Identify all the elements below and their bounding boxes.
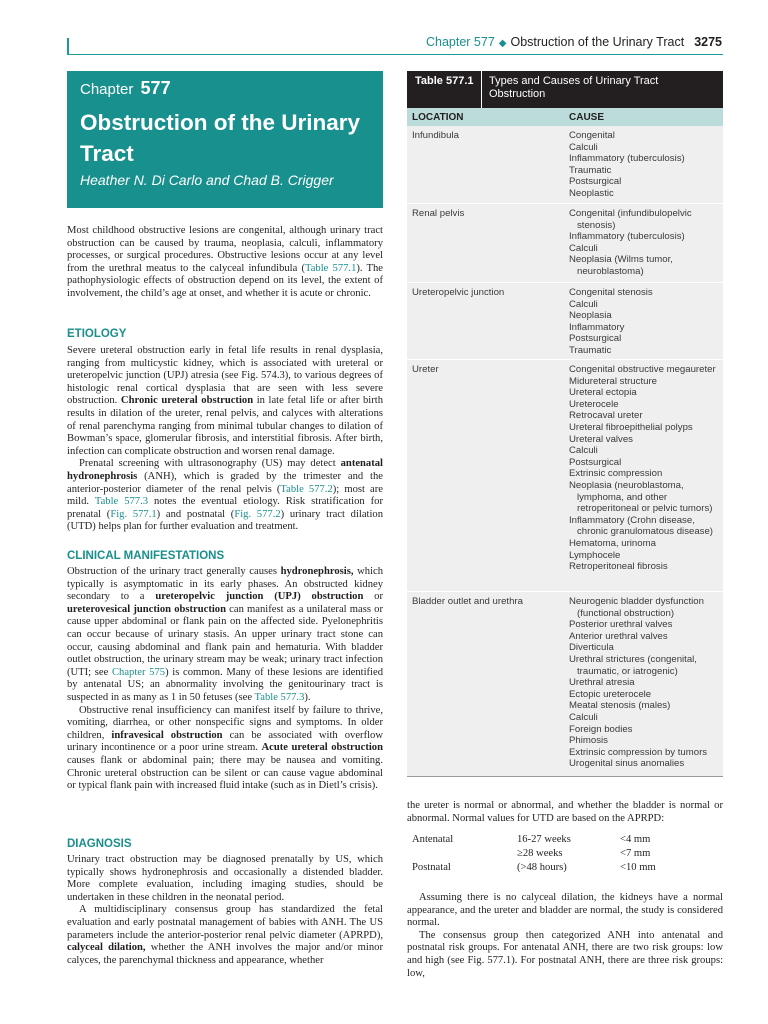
cause-item: Anterior urethral valves — [569, 630, 668, 642]
right-text-p1 — [407, 800, 723, 825]
clinical-p1-text4: can manifest as a unilateral mass or cause upper abdominal or flank pain on the affected side. Pyelonephritis can occur because of urinary stasis. An upper urinary tract stone can occur, causing abdominal and flank pain and hematuria. With bladder outlet obstruction, the urinary stream may be weak; urinary tract infection (UTI; see — [67, 603, 383, 678]
cause-item: Postsurgical — [569, 333, 622, 345]
header-diamond-icon: ◆ — [498, 38, 507, 49]
cause-item: Ureteral valves — [569, 433, 633, 445]
utd-week-1: 16-27 weeks — [517, 834, 571, 845]
diagnosis-p2-text: A multidisciplinary consensus group has standardized the fetal evaluation and early postnatal management of babies with ANH. The US parameters include the anterior-posterior renal pelvic diameter (APRPD), — [67, 904, 383, 941]
utd-value-3: <10 mm — [620, 862, 656, 873]
chapter-word: Chapter — [80, 81, 134, 98]
link-fig-577-2[interactable]: Fig. 577.2 — [234, 508, 281, 520]
intro-text-a: Most childhood obstructive lesions are congenital, although urinary tract obstruction can be caused by trauma, neoplasia, calculi, inflammatory processes, or surgical procedures. Obstructive lesions occur at any level from the urethral meatus to the calyceal infundibula ( — [67, 225, 383, 274]
clinical-p2-text: Obstructive renal insufficiency can manifest itself by failure to thrive, vomiting, diarrhea, or other nonspecific signs and symptoms. In older children, — [67, 704, 383, 741]
right-text-p3-a: The consensus group then categorized ANH into antenatal and postnatal risk groups. For antenatal ANH, there are two risk groups: low and high (see — [407, 929, 723, 966]
cause-item: Ureteral ectopia — [569, 387, 637, 399]
utd-intro: the ureter is normal or abnormal, and whether the bladder is normal or abnormal. Normal values for UTD are based on the APRPD: — [407, 800, 723, 824]
table-cell-location: Ureter — [412, 364, 439, 375]
right-text-p3-b: ). For postnatal ANH, there are three risk groups: low, — [407, 954, 724, 979]
cause-item: Hematoma, urinoma — [569, 537, 656, 549]
table-row-separator — [407, 359, 723, 360]
link-fig-577-1[interactable]: Fig. 577.1 — [110, 508, 157, 520]
cause-item: Neoplasia (neuroblastoma, lymphoma, and other retroperitoneal or pelvic tumors) — [569, 479, 713, 515]
link-table-577-1[interactable]: Table 577.1 — [305, 262, 357, 274]
cause-item: Congenital stenosis — [569, 287, 653, 298]
cause-item: Postsurgical — [569, 456, 622, 468]
cause-item: Urogenital sinus anomalies — [569, 758, 685, 770]
diagnosis-bold-calyceal: calyceal dilation, — [67, 942, 146, 954]
table-cell-location: Infundibula — [412, 130, 459, 141]
etiology-p2-text2: (ANH), which is graded by the trimester and the anterior-posterior diameter of the renal pelvis ( — [67, 470, 383, 495]
utd-postnatal-label: Postnatal — [412, 862, 451, 873]
cause-item: Traumatic — [569, 164, 612, 176]
clinical-heading: CLINICAL MANIFESTATIONS — [67, 550, 225, 562]
cause-item: Urethral atresia — [569, 677, 635, 689]
diagnosis-p2-text2: whether the ANH involves the major and/or minor calyces, the parenchymal thickness and appearance, whether — [67, 942, 383, 966]
clinical-p2-text3: causes flank or abdominal pain; there may be nausea and vomiting. Chronic ureteral obstruction can be silent or can cause vague abdominal or typical flank pain with increased fluid intake (such as in Dietl’s crisis). — [67, 754, 383, 792]
table-cell-location: Ureteropelvic junction — [412, 287, 505, 298]
table-row-separator — [407, 203, 723, 204]
etiology-p1-bold: Chronic ureteral obstruction — [120, 395, 254, 407]
utd-week-3: (>48 hours) — [517, 862, 567, 873]
table-cell-causes — [569, 287, 723, 357]
clinical-bold-acute: Acute ureteral obstruction — [261, 742, 383, 754]
cause-item: Diverticula — [569, 642, 614, 654]
cause-item: Neurogenic bladder dysfunction (functional obstruction) — [569, 596, 704, 619]
table-col-cause: CAUSE — [569, 112, 605, 123]
clinical-p1-text6: ). — [304, 691, 311, 703]
header-title: Obstruction of the Urinary Tract — [510, 35, 685, 49]
table-cell-causes — [569, 364, 723, 573]
cause-item: Ureterocele — [569, 398, 619, 410]
link-table-577-3b[interactable]: Table 577.3 — [254, 691, 305, 703]
cause-item: Congenital — [569, 130, 615, 141]
cause-item: Neoplasia — [569, 310, 612, 322]
cause-item: Neoplasia (Wilms tumor, neuroblastoma) — [569, 254, 673, 277]
clinical-bold-hydronephrosis: hydronephrosis, — [280, 566, 354, 577]
etiology-p2-text6: ) urinary tract dilation (UTD) helps plan for further evaluation and treatment. — [67, 508, 384, 533]
cause-item: Ectopic ureterocele — [569, 688, 652, 700]
cause-item: Lymphocele — [569, 549, 621, 561]
cause-item: Urethral strictures (congenital, traumatic, or iatrogenic) — [569, 653, 697, 677]
table-title-divider — [481, 71, 482, 108]
header-chapter: Chapter 577 — [425, 35, 495, 49]
chapter-authors: Heather N. Di Carlo and Chad B. Crigger — [80, 172, 334, 188]
table-bottom-rule — [407, 776, 723, 777]
clinical-bold-upj: ureteropelvic junction (UPJ) obstruction — [155, 591, 364, 603]
utd-week-2: ≥28 weeks — [517, 848, 563, 859]
table-cell-location: Renal pelvis — [412, 208, 465, 219]
chapter-title-box — [67, 71, 383, 208]
utd-antenatal-label: Antenatal — [412, 834, 454, 845]
cause-item: Retroperitoneal fibrosis — [569, 561, 668, 573]
cause-item: Calculi — [569, 242, 598, 254]
cause-item: Foreign bodies — [569, 723, 633, 735]
clinical-section — [67, 566, 383, 793]
utd-values-table — [407, 834, 723, 874]
cause-item: Posterior urethral valves — [569, 619, 673, 631]
right-text-body — [407, 892, 723, 980]
cause-item: Congenital (infundibulopelvic stenosis) — [569, 208, 692, 231]
link-fig-577-1b[interactable]: Fig. 577.1 — [467, 954, 512, 966]
cause-item: Congenital obstructive megaureter — [569, 364, 716, 375]
chapter-number: 577 — [140, 78, 171, 98]
chapter-title: Obstruction of the Urinary Tract — [80, 110, 361, 166]
cause-item: Inflammatory — [569, 321, 625, 333]
etiology-heading: ETIOLOGY — [67, 328, 127, 340]
intro-text-b: ). The pathophysiologic effects of obstruction depend on its level, the extent of involvement, the child’s age at onset, and whether it is acute or chronic. — [67, 262, 383, 299]
etiology-section — [67, 345, 383, 534]
table-number: Table 577.1 — [415, 75, 474, 87]
cause-item: Calculi — [569, 298, 598, 310]
table-cell-location: Bladder outlet and urethra — [412, 596, 523, 607]
table-header-row — [407, 108, 723, 126]
link-table-577-3[interactable]: Table 577.3 — [94, 496, 149, 508]
etiology-p2-text4: notes the eventual etiology. Risk stratification for prenatal ( — [67, 496, 383, 520]
link-chapter-575[interactable]: Chapter 575 — [111, 666, 166, 678]
utd-value-2: <7 mm — [620, 848, 651, 859]
intro-paragraph — [67, 225, 383, 301]
table-cell-causes — [569, 208, 723, 278]
table-row-separator — [407, 591, 723, 592]
diagnosis-section — [67, 854, 383, 967]
clinical-p1-text5: ) is common. Many of these lesions are identified by antenatal US; an abnormality involving the genitourinary tract is suspected in as many as 1 in 50 fetuses (see — [67, 666, 383, 703]
cause-item: Calculi — [569, 445, 598, 457]
table-title: Types and Causes of Urinary Tract Obstruction — [489, 75, 659, 100]
page-number: 3275 — [694, 35, 722, 49]
header-rule — [67, 54, 723, 55]
cause-item: Retrocaval ureter — [569, 410, 643, 422]
table-cell-causes — [569, 596, 723, 770]
etiology-p2-text3: ); most are mild. — [67, 483, 383, 508]
clinical-p1-text3: or — [363, 591, 383, 603]
table-col-location: LOCATION — [412, 112, 464, 123]
etiology-p2-bold: antenatal hydronephrosis — [67, 458, 383, 482]
cause-item: Calculi — [569, 711, 598, 723]
cause-item: Calculi — [569, 141, 598, 153]
cause-item: Midureteral structure — [569, 375, 657, 387]
cause-item: Extrinsic compression by tumors — [569, 746, 708, 758]
cause-item: Inflammatory (tuberculosis) — [569, 153, 685, 165]
right-text-p2: Assuming there is no calyceal dilation, the kidneys have a normal appearance, and the ureter and bladder are normal, the study is considered normal. — [407, 892, 723, 929]
cause-item: Phimosis — [569, 735, 608, 747]
clinical-p2-text2: can be associated with overflow urinary incontinence or a poor urine stream. — [67, 729, 383, 754]
header-rule-mark — [67, 38, 69, 54]
diagnosis-p1: Urinary tract obstruction may be diagnosed prenatally by US, which typically shows hydronephrosis and occasionally a distended bladder. More complete evaluation, including imaging studies, should be undertaken in these children in the neonatal period. — [67, 854, 383, 903]
clinical-bold-uvj: ureterovesical junction obstruction — [67, 603, 226, 615]
chapter-label — [80, 78, 171, 99]
cause-item: Extrinsic compression — [569, 468, 663, 480]
clinical-p1-text: Obstruction of the urinary tract generally causes — [67, 566, 281, 577]
table-row-separator — [407, 282, 723, 283]
etiology-p2-text5: ) and postnatal ( — [156, 508, 235, 520]
cause-item: Neoplastic — [569, 187, 614, 199]
table-cell-causes — [569, 130, 723, 200]
cause-item: Inflammatory (tuberculosis) — [569, 231, 685, 243]
utd-value-1: <4 mm — [620, 834, 651, 845]
etiology-p2-text: Prenatal screening with ultrasonography (US) may detect — [79, 458, 341, 470]
cause-item: Ureteral fibroepithelial polyps — [569, 421, 693, 433]
link-table-577-2[interactable]: Table 577.2 — [280, 483, 333, 495]
diagnosis-heading: DIAGNOSIS — [67, 838, 132, 850]
running-header — [426, 35, 722, 49]
clinical-bold-infravesical: infravesical obstruction — [111, 729, 223, 741]
etiology-p1-text2: in late fetal life or after birth results in dilation of the ureter, renal pelvis, and calyces with alterations of renal parenchyma ranging from minimal tubular changes to dilation of Bowman’s space, glomerular fibrosis, and interstitial fibrosis. After birth, infection can complicate obstruction and worsen renal damage. — [67, 395, 383, 457]
cause-item: Postsurgical — [569, 176, 622, 188]
cause-item: Traumatic — [569, 344, 612, 356]
clinical-p1-text2: which typically is asymptomatic in its early phases. An obstructed kidney secondary to a — [67, 566, 384, 603]
cause-item: Meatal stenosis (males) — [569, 700, 671, 712]
cause-item: Inflammatory (Crohn disease, chronic granulomatous disease) — [569, 514, 713, 538]
etiology-p1-text: Severe ureteral obstruction early in fetal life results in renal dysplasia, ranging from multicystic kidney, which is associated with ureteral or ureteropelvic junction (UPJ) atresia (see Fig. 574.3), to various degrees of histologic renal cortical dysplasia that are seen with less severe obstruction. — [67, 345, 383, 407]
